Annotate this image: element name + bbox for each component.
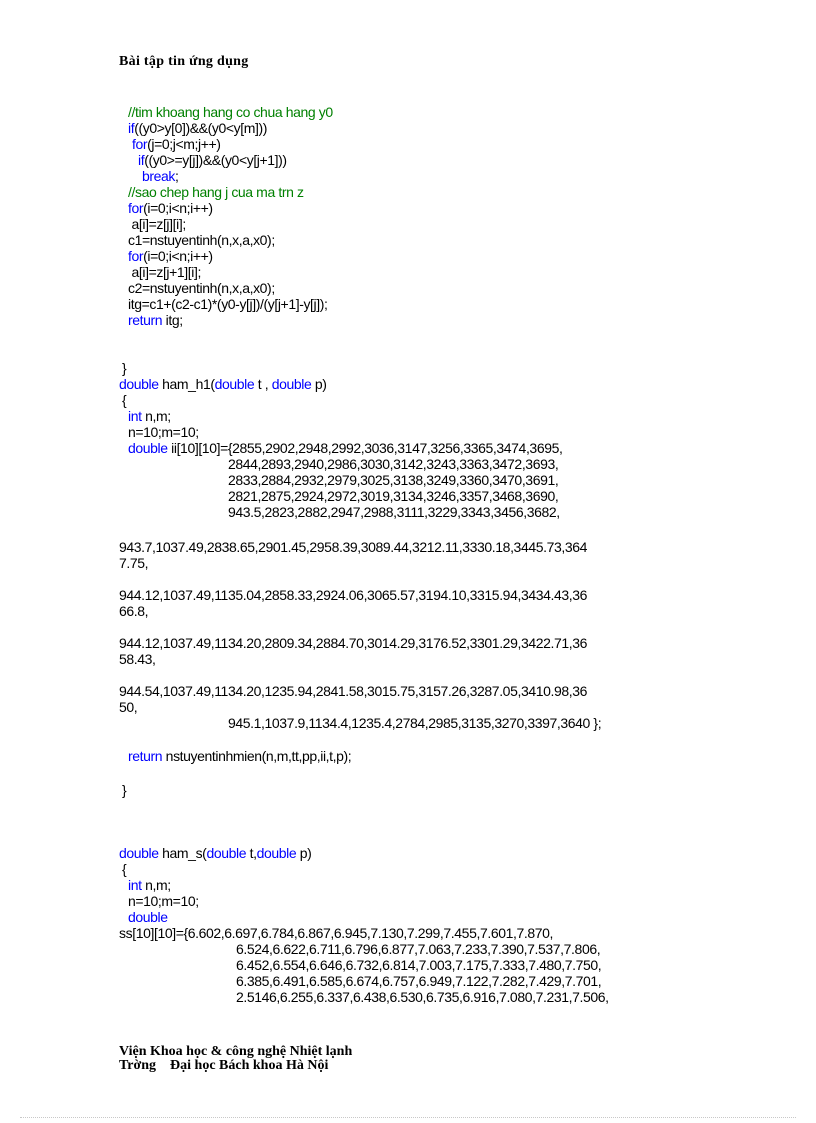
param-p: p) (296, 845, 312, 861)
keyword-double: double (256, 845, 297, 861)
if-inner-condition: ((y0>=y[j])&&(y0<y[j+1])) (144, 152, 287, 168)
footer-institute: Viện Khoa học & công nghệ Nhiệt lạnh (119, 1044, 353, 1059)
ii-row-2: 2844,2893,2940,2986,3030,3142,3243,3363,3472,3693, (228, 456, 559, 472)
for-j-clause: (j=0;j<m;j++) (147, 136, 221, 152)
page-header-title: Bài tập tin ứng dụng (119, 54, 249, 69)
keyword-for: for (128, 248, 144, 264)
closing-brace: } (122, 782, 127, 798)
code-line-break (142, 168, 179, 184)
return-h1-expr: nstuyentinhmien(n,m,tt,pp,ii,t,p); (162, 748, 352, 764)
ss-row-2: 6.524,6.622,6.711,6.796,6.877,7.063,7.233,7.390,7.537,7.806, (236, 941, 601, 957)
for-i-clause: (i=0;i<n;i++) (143, 248, 213, 264)
ii-row-8a: 944.12,1037.49,1134.20,2809.34,2884.70,3014.29,3176.52,3301.29,3422.71,36 (119, 635, 588, 651)
code-line-return-h1 (128, 748, 351, 764)
semicolon: ; (175, 168, 179, 184)
ii-row-8b: 58.43, (119, 651, 156, 667)
ii-row-5: 943.5,2823,2882,2947,2988,3111,3229,3343,3456,3682, (228, 504, 560, 520)
function-signature-ham-s (119, 845, 311, 861)
if-condition: ((y0>y[0])&&(y0<y[m])) (134, 120, 267, 136)
ss-row-1: ss[10][10]={6.602,6.697,6.784,6.867,6.945,7.130,7.299,7.455,7.601,7.870, (119, 925, 553, 941)
ss-row-3: 6.452,6.554,6.646,6.732,6.814,7.003,7.175,7.333,7.480,7.750, (236, 957, 602, 973)
code-line-ii-decl (128, 440, 562, 456)
keyword-double: double (119, 376, 159, 392)
return-itg-value: itg; (162, 312, 183, 328)
opening-brace: { (122, 861, 127, 877)
ii-row-10: 945.1,1037.9,1134.4,1235.4,2784,2985,3135,3270,3397,3640 }; (228, 715, 602, 731)
code-line-int-decl-2 (128, 877, 171, 893)
code-line-for-i-1 (128, 200, 213, 216)
ii-row-6a: 943.7,1037.49,2838.65,2901.45,2958.39,3089.44,3212.11,3330.18,3445.73,364 (119, 539, 588, 555)
keyword-int: int (128, 408, 142, 424)
ss-row-5: 2.5146,6.255,6.337,6.438,6.530,6.735,6.916,7.080,7.231,7.506, (236, 989, 609, 1005)
keyword-if: if (138, 152, 145, 168)
keyword-for: for (132, 136, 148, 152)
param-t: t , (254, 376, 272, 392)
for-i-clause: (i=0;i<n;i++) (143, 200, 213, 216)
keyword-int: int (128, 877, 142, 893)
code-line-for-j (132, 136, 221, 152)
int-decl-vars: n,m; (141, 408, 171, 424)
code-line-c1: c1=nstuyentinh(n,x,a,x0); (128, 232, 275, 248)
code-line-int-decl (128, 408, 171, 424)
comment-find-row: //tim khoang hang co chua hang y0 (128, 104, 333, 120)
function-signature-ham-h1 (119, 376, 327, 392)
code-line-nm-assign-2: n=10;m=10; (128, 893, 199, 909)
ii-row-3: 2833,2884,2932,2979,3025,3138,3249,3360,3470,3691, (228, 472, 559, 488)
code-line-if-inner (138, 152, 287, 168)
keyword-break: break (142, 168, 176, 184)
keyword-if: if (128, 120, 135, 136)
code-line-if-range (128, 120, 267, 136)
keyword-double: double (214, 376, 255, 392)
keyword-double: double (128, 440, 168, 456)
ii-row-9a: 944.54,1037.49,1134.20,1235.94,2841.58,3015.75,3157.26,3287.05,3410.98,36 (119, 683, 588, 699)
page-bottom-divider (20, 1117, 796, 1118)
ii-row-7b: 66.8, (119, 603, 149, 619)
comment-copy-row: //sao chep hang j cua ma trn z (128, 184, 304, 200)
ss-row-4: 6.385,6.491,6.585,6.674,6.757,6.949,7.122,7.282,7.429,7.701, (236, 973, 602, 989)
code-line-a-zj: a[i]=z[j][i]; (128, 216, 186, 232)
int-decl-vars: n,m; (141, 877, 171, 893)
ii-row-9b: 50, (119, 699, 138, 715)
keyword-for: for (128, 200, 144, 216)
ii-row-6b: 7.75, (119, 555, 149, 571)
code-line-itg: itg=c1+(c2-c1)*(y0-y[j])/(y[j+1]-y[j]); (128, 296, 328, 312)
keyword-double: double (206, 845, 247, 861)
code-line-nm-assign: n=10;m=10; (128, 424, 199, 440)
function-name-h1: ham_h1( (158, 376, 215, 392)
code-line-a-zj1: a[i]=z[j+1][i]; (128, 264, 201, 280)
keyword-double: double (128, 909, 168, 925)
param-p: p) (311, 376, 327, 392)
opening-brace: { (122, 392, 127, 408)
param-t: t, (246, 845, 257, 861)
closing-brace: } (122, 360, 127, 376)
code-line-c2: c2=nstuyentinh(n,x,a,x0); (128, 280, 275, 296)
footer-university: Trờng Đại học Bách khoa Hà Nội (119, 1058, 329, 1073)
ii-row-7a: 944.12,1037.49,1135.04,2858.33,2924.06,3065.57,3194.10,3315.94,3434.43,36 (119, 587, 588, 603)
keyword-return: return (128, 748, 163, 764)
keyword-return: return (128, 312, 163, 328)
code-line-for-i-2 (128, 248, 213, 264)
ii-row-4: 2821,2875,2924,2972,3019,3134,3246,3357,3468,3690, (228, 488, 559, 504)
code-line-return-itg (128, 312, 183, 328)
function-name-s: ham_s( (158, 845, 207, 861)
keyword-double: double (119, 845, 159, 861)
keyword-double: double (271, 376, 312, 392)
ii-decl-row-1: ii[10][10]={2855,2902,2948,2992,3036,3147,3256,3365,3474,3695, (167, 440, 563, 456)
